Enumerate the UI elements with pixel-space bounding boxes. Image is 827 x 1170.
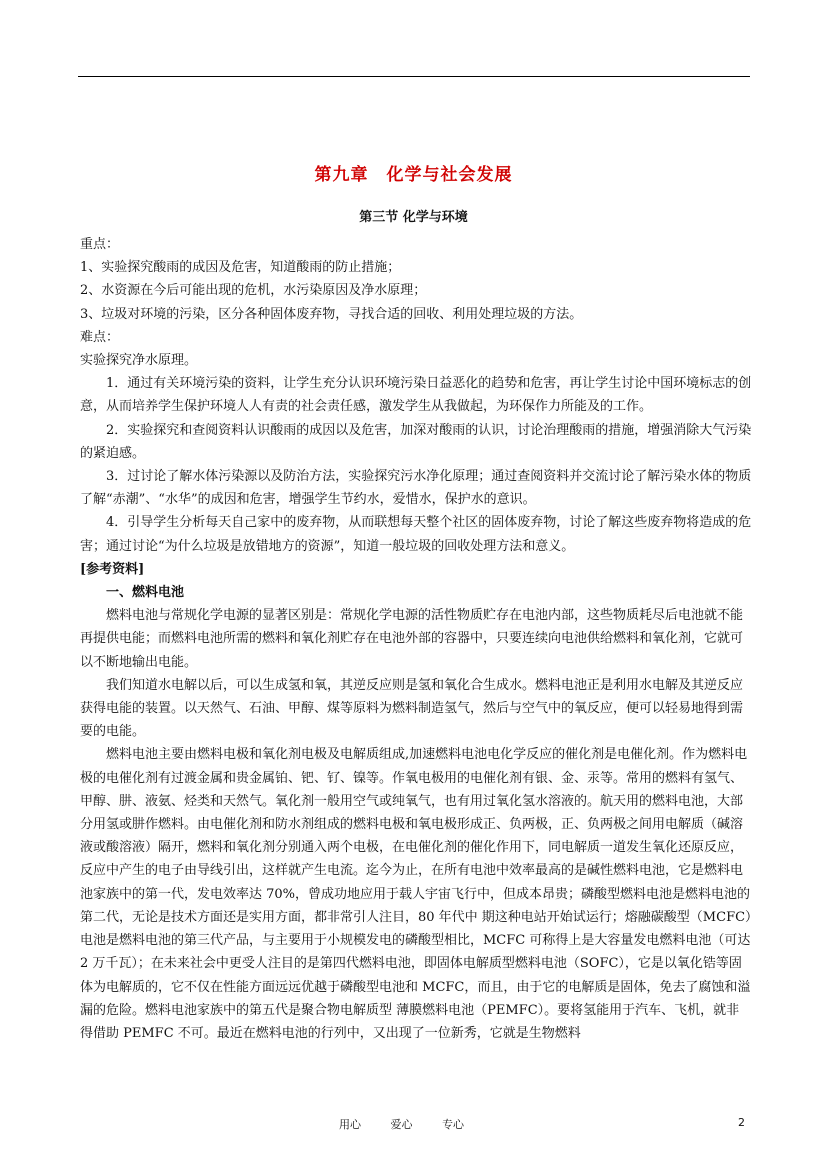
body-paragraph: 燃料电池与常规化学电源的显著区别是：常规化学电源的活性物质贮存在电池内部，这些物质耗尽后电池就不能再提供电能；而燃料电池所需的燃料和氧化剂贮存在电池外部的容器中，只要连续向电池供给燃料和氧化剂，它就可以不断地输出电能。 [80,608,744,670]
difficulty-text: 实验探究净水原理。 [80,353,198,369]
section-title: 第三节 化学与环境 [359,210,468,225]
page-number: 2 [738,1116,745,1129]
key-point: 3、垃圾对环境的污染，区分各种固体废弃物，寻找合适的回收、利用处理垃圾的方法。 [80,306,583,322]
footer-motto: 用心 [339,1118,361,1131]
chapter-title: 第九章 化学与社会发展 [314,165,513,185]
key-points-label: 重点： [80,237,120,252]
body-paragraph: 我们知道水电解以后，可以生成氢和氧，其逆反应则是氢和氧化合生成水。燃料电池正是利用水电解及其逆反应获得电能的装置。以天然气、石油、甲醇、煤等原料为燃料制造氢气，然后与空气中的氧反应，便可以轻易地得到需要的电能。 [80,677,744,740]
footer-mottos [339,1116,490,1132]
objective-item: 1．通过有关环境污染的资料，让学生充分认识环境污染日益恶化的趋势和危害，再让学生讨论中国环境标志的创意，从而培养学生保护环境人人有责的社会责任感，激发学生从我做起，为环保作力所能及的工作。 [80,376,752,415]
objective-item: 4．引导学生分析每天自己家中的废弃物，从而联想每天整个社区的固体废弃物，讨论了解这些废弃物将造成的危害；通过讨论“为什么垃圾是放错地方的资源”，知道一般垃圾的回收处理方法和意义。 [80,515,752,554]
footer-motto: 爱心 [390,1118,413,1131]
footer-motto: 专心 [442,1118,464,1131]
key-point: 2、水资源在今后可能出现的危机，水污染原因及净水原理； [80,283,427,299]
reference-label: [参考资料] [80,561,145,577]
body-paragraph: 燃料电池主要由燃料电极和氧化剂电极及电解质组成,加速燃料电池电化学反应的催化剂是电催化剂。作为燃料电极的电催化剂有过渡金属和贵金属铂、钯、钌、镍等。作氧电极用的电催化剂有银、金、汞等。常用的燃料有氢气、甲醇、肼、液氨、烃类和天然气。氧化剂一般用空气或纯氧气，也有用过氧化氢水溶液的。航天用的燃料电池，大部分用氢或肼作燃料。由电催化剂和防水剂组成的燃料电极和氧电极形成正、负两极，正、负两极之间用电解质（碱溶液或酸溶液）隔开，燃料和氧化剂分别通入两个电极，在电催化剂的催化作用下，同电解质一道发生氧化还原反应，反应中产生的电子由导线引出，这样就产生电流。迄今为止，在所有电池中效率最高的是碱性燃料电池，它是燃料电池家族中的第一代，发电效率达 70%，曾成功地应用于载人宇宙飞行中，但成本昂贵；磷酸型燃料电池是燃料电池的第二代，无论是技术方面还是实用方面，都非常引人注目，80 年代中 期这种电站开始试运行；熔融碳酸型（MCFC）电池是燃料电池的第三代产品，与主要用于小规模发电的磷酸型相比，MCFC 可称得上是大容量发电燃料电池（可达 2 万千瓦）；在未来社会中更受人注目的是第四代燃料电池，即固体电解质型燃料电池（SOFC），它是以氧化锆等固体为电解质的，它不仅在性能方面远远优越于磷酸型电池和 MCFC，而且，由于它的电解质是固体，免去了腐蚀和溢漏的危险。燃料电池家族中的第五代是聚合物电解质型 薄膜燃料电池（PEMFC）。要将氢能用于汽车、飞机，就非得借助 PEMFC 不可。最近在燃料电池的行列中，又出现了一位新秀，它就是生物燃料 [80,747,752,1041]
difficulty-label: 难点： [80,329,120,345]
key-point: 1、实验探究酸雨的成因及危害，知道酸雨的防止措施； [80,260,401,276]
header-rule [78,76,750,77]
objective-item: 2．实验探究和查阅资料认识酸雨的成因以及危害，加深对酸雨的认识，讨论治理酸雨的措施，增强消除大气污染的紧迫感。 [80,422,752,461]
objective-item: 3．过讨论了解水体污染源以及防治方法，实验探究污水净化原理；通过查阅资料并交流讨论了解污染水体的物质了解“赤潮”、“水华”的成因和危害，增强学生节约水，爱惜水，保护水的意识。 [80,469,752,508]
document-body [80,233,752,1045]
subheading: 一、燃料电池 [106,585,185,601]
